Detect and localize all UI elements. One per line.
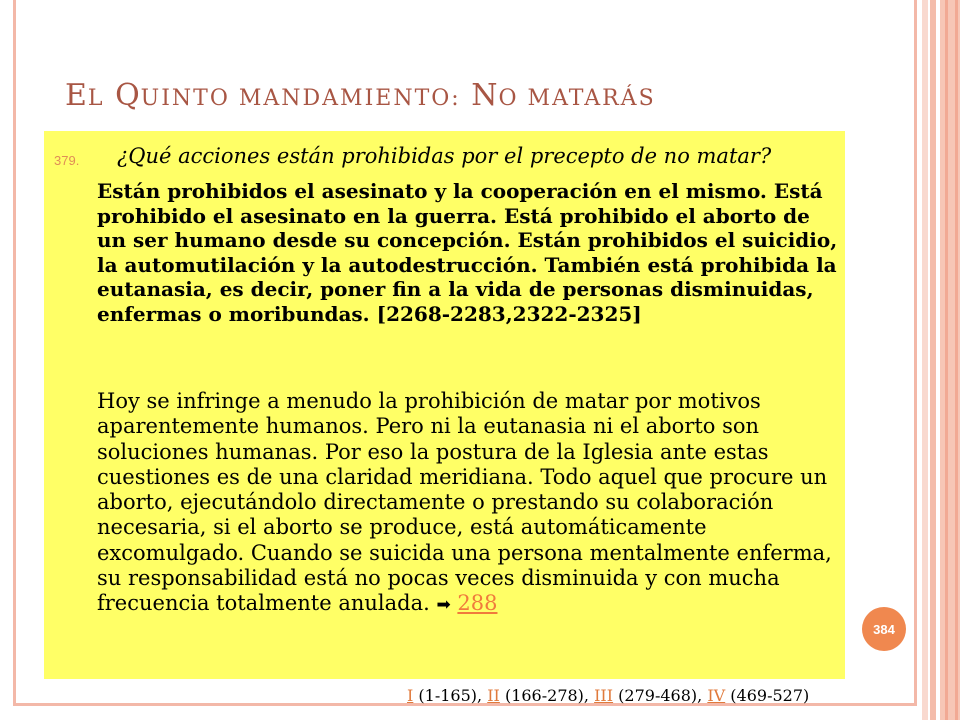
question-text: ¿Qué acciones están prohibidas por el precepto de no matar?	[117, 144, 772, 168]
commentary	[97, 389, 839, 619]
footer-range-part-3: (279-468),	[618, 686, 703, 705]
footer-link-part-4[interactable]: IV	[707, 686, 726, 705]
decorative-stripe	[922, 0, 928, 720]
decorative-stripe	[930, 0, 936, 720]
page-number-badge: 384	[862, 607, 906, 651]
footer-links	[407, 686, 809, 705]
decorative-stripe	[945, 0, 948, 720]
footer-link-part-1[interactable]: I	[407, 686, 414, 705]
footer-range-part-2: (166-278),	[504, 686, 590, 705]
question-number: 379.	[54, 153, 80, 168]
footer-range-part-4: (469-527)	[730, 686, 810, 705]
footer-link-part-3[interactable]: III	[594, 686, 614, 705]
commentary-text: Hoy se infringe a menudo la prohibición de matar por motivos aparentemente humanos. Pero ni la eutanasia ni el aborto son soluciones humanas. Por eso la postura de la Iglesia ante estas cuestiones es de una claridad meridiana. Todo aquel que procure un aborto, ejecutándolo directamente o prestando su colaboración necesaria, si el aborto se produce, está automáticamente excomulgado. Cuando se suicida una persona mentalmente enferma, su responsabilidad está no pocas veces disminuida y con mucha frecuencia totalmente anulada.	[97, 389, 832, 616]
answer-text: Están prohibidos el asesinato y la cooperación en el mismo. Está prohibido el asesinato en la guerra. Está prohibido el aborto de un ser humano desde su concepción. Están prohibidos el suicidio, la automutilación y la autodestrucción. También está prohibida la eutanasia, es decir, poner fin a la vida de personas disminuidas, enfermas o moribundas. [2268-2283,2322-2325]	[97, 179, 838, 326]
content-box	[44, 131, 845, 679]
crossref-link[interactable]: 288	[457, 591, 498, 616]
arrow-right-icon: ➡	[436, 595, 451, 616]
footer-link-part-2[interactable]: II	[487, 686, 500, 705]
footer-range-part-1: (1-165),	[418, 686, 483, 705]
slide-title: EL QUINTO MANDAMIENTO: NO MATARÁS	[65, 78, 656, 113]
decorative-stripe	[955, 0, 958, 720]
